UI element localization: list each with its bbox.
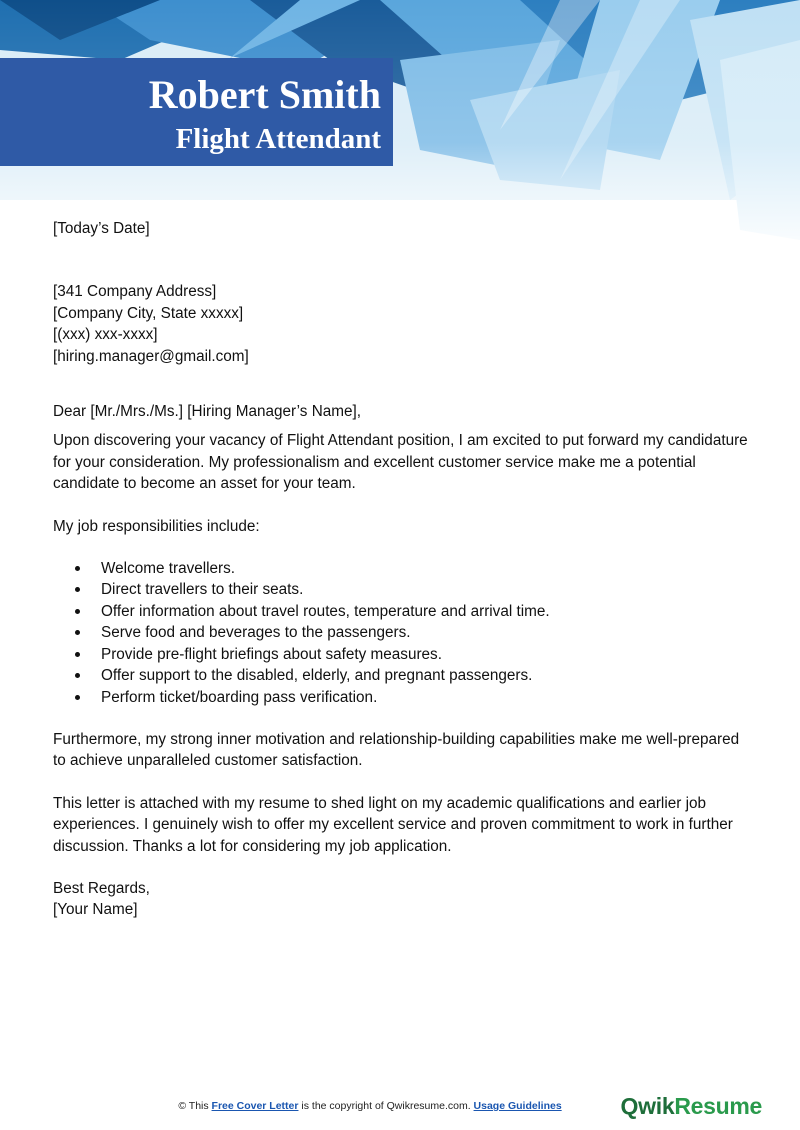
list-heading: My job responsibilities include: (53, 517, 260, 535)
name-banner (0, 58, 393, 166)
list-item: Direct travellers to their seats. (101, 579, 753, 600)
address-line: [Company City, State xxxxx] (53, 304, 244, 322)
list-item: Serve food and beverages to the passengers. (101, 622, 753, 643)
address-line: [hiring.manager@gmail.com] (53, 347, 249, 365)
free-cover-letter-link[interactable]: Free Cover Letter (211, 1100, 299, 1112)
usage-guidelines-link[interactable]: Usage Guidelines (473, 1100, 562, 1112)
letter-body (53, 218, 753, 921)
address-line: [(xxx) xxx-xxxx] (53, 326, 158, 344)
list-item: Welcome travellers. (101, 558, 753, 579)
salutation: Dear [Mr./Mrs./Ms.] [Hiring Manager’s Name], (53, 403, 361, 421)
motivation-paragraph: Furthermore, my strong inner motivation and relationship-building capabilities make me well-prepared to achieve unparalleled customer satisfaction. (53, 730, 740, 770)
list-item: Offer support to the disabled, elderly, and pregnant passengers. (101, 665, 753, 686)
signature-name: [Your Name] (53, 901, 138, 919)
list-item: Offer information about travel routes, temperature and arrival time. (101, 601, 753, 622)
sign-off: Best Regards, (53, 879, 150, 897)
letter-date: [Today’s Date] (53, 220, 150, 237)
closing-paragraph: This letter is attached with my resume to shed light on my academic qualifications and earlier job experiences. I genuinely wish to offer my excellent service and proven commitment to work in further discussion. Thanks a lot for considering my job application. (53, 794, 733, 855)
logo-resume: Resume (674, 1093, 762, 1119)
list-item: Perform ticket/boarding pass verification. (101, 687, 753, 708)
footer-middle: is the copyright of Qwikresume.com. (298, 1100, 474, 1112)
list-item: Provide pre-flight briefings about safety measures. (101, 644, 753, 665)
address-line: [341 Company Address] (53, 283, 217, 301)
intro-paragraph: Upon discovering your vacancy of Flight Attendant position, I am excited to put forward my candidature for your consideration. My professionalism and excellent customer service make me a potential candidate to become an asset for your team. (53, 432, 748, 493)
logo-qwik: Qwik (620, 1093, 675, 1119)
responsibilities-list (53, 558, 753, 708)
qwikresume-logo[interactable] (621, 1093, 762, 1120)
applicant-name: Robert Smith (148, 72, 381, 117)
job-title: Flight Attendant (175, 123, 381, 155)
footer-prefix: © This (178, 1100, 212, 1112)
